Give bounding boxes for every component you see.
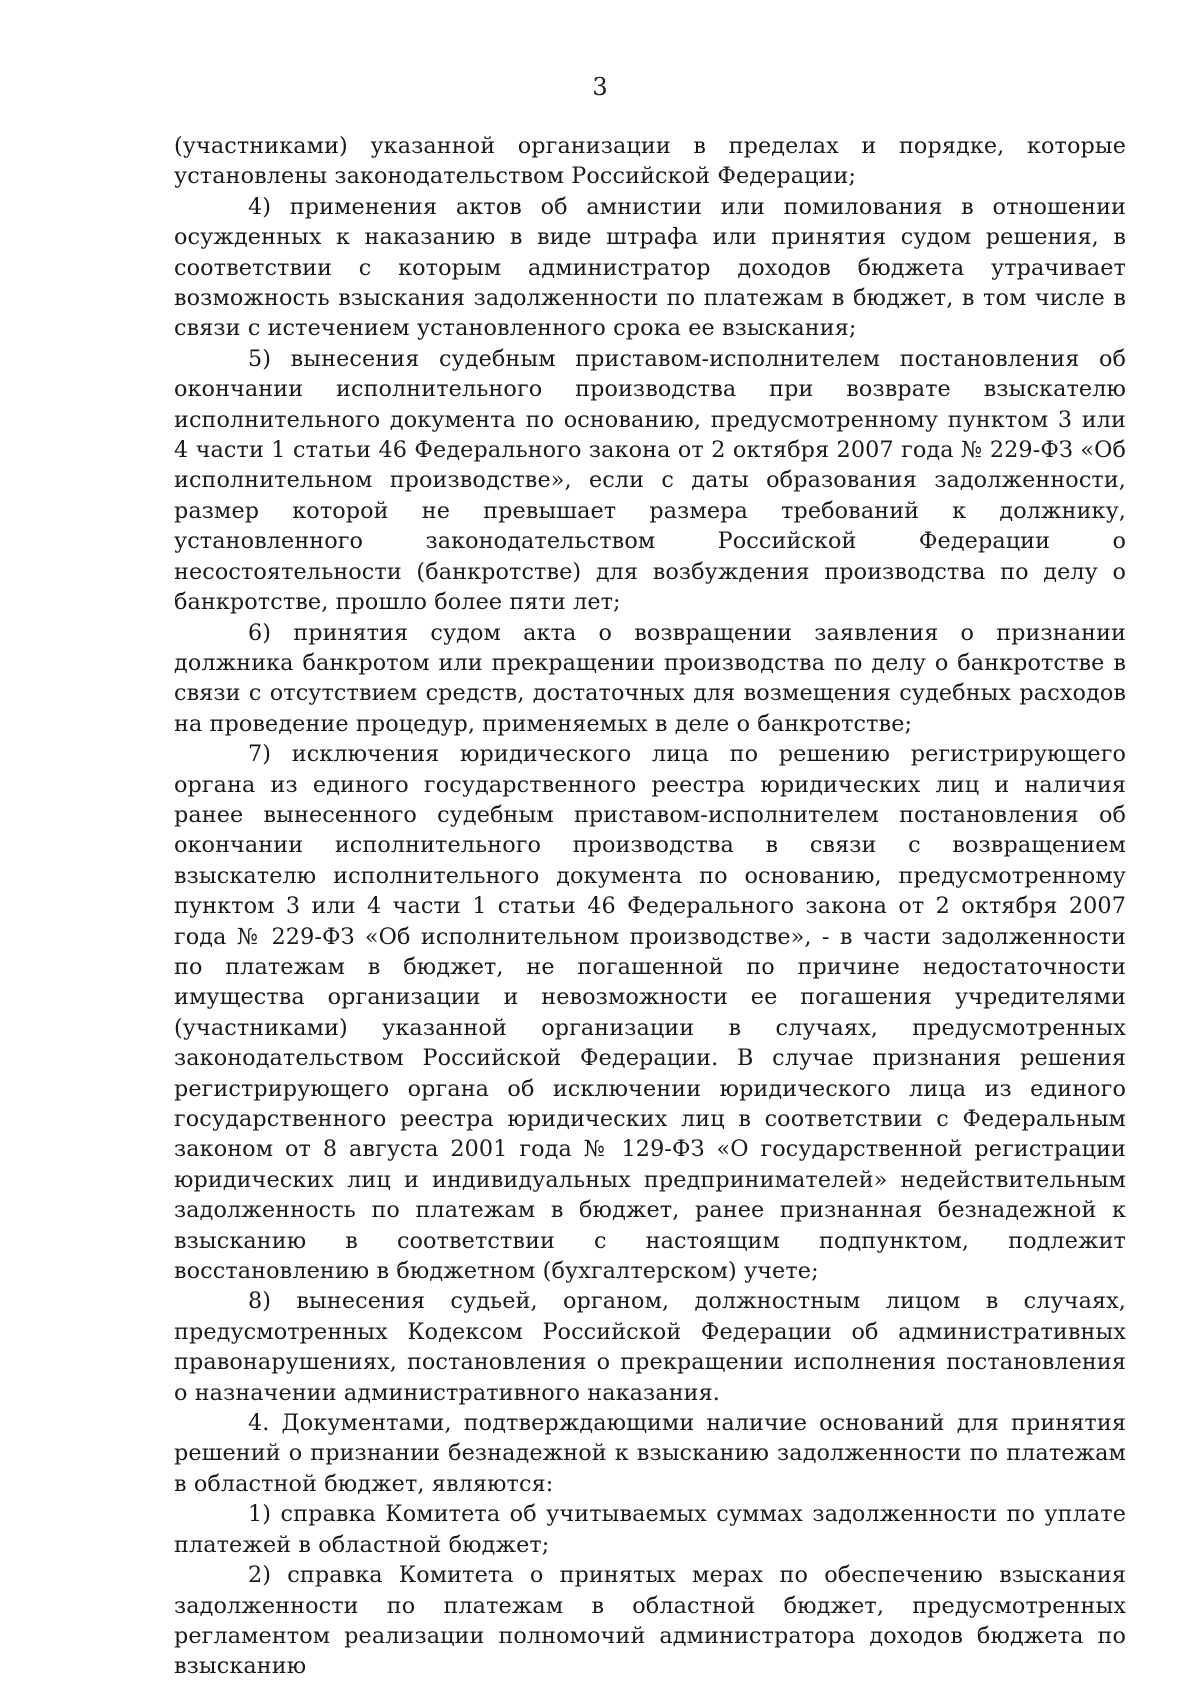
paragraph-item-6: 6) принятия судом акта о возвращении заявления о признании должника банкротом или прекращении производства по делу о банкротстве в связи с отсутствием средств, достаточных для возмещения судебных расходов на проведение процедур, применяемых в деле о банкротстве; — [174, 619, 1126, 737]
paragraph-item-7: 7) исключения юридического лица по решению регистрирующего органа из единого государственного реестра юридических лиц и наличия ранее вынесенного судебным приставом-исполнителем постановления об окончании исполнительного производства в связи с возвращением взыскателю исполнительного документа по основанию, предусмотренному пунктом 3 или 4 части 1 статьи 46 Федерального закона от 2 октября 2007 года № 229-ФЗ «Об исполнительном производстве», - в части задолженности по платежам в бюджет, не погашенной по причине недостаточности имущества организации и невозможности ее погашения учредителями (участниками) указанной организации в случаях, предусмотренных законодательством Российской Федерации. В случае признания решения регистрирующего органа об исключении юридического лица из единого государственного реестра юридических лиц в соответствии с Федеральным законом от 8 августа 2001 года № 129-ФЗ «О государственной регистрации юридических лиц и индивидуальных предпринимателей» недействительным задолженность по платежам в бюджет, ранее признанная безнадежной к взысканию в соответствии с настоящим подпунктом, подлежит восстановлению в бюджетном (бухгалтерском) учете; — [174, 741, 1126, 1285]
paragraph-item-5: 5) вынесения судебным приставом-исполнителем постановления об окончании исполнительного производства при возврате взыскателю исполнительного документа по основанию, предусмотренному пунктом 3 или 4 части 1 статьи 46 Федерального закона от 2 октября 2007 года № 229-ФЗ «Об исполнительном производстве», если с даты образования задолженности, размер которой не превышает размера требований к должнику, установленного законодательством Российской Федерации о несостоятельности (банкротстве) для возбуждения производства по делу о банкротстве, прошло более пяти лет; — [174, 345, 1126, 616]
paragraph-doc-item-1: 1) справка Комитета об учитываемых суммах задолженности по уплате платежей в областной бюджет; — [174, 1501, 1126, 1558]
paragraph-item-8: 8) вынесения судьей, органом, должностным лицом в случаях, предусмотренных Кодексом Российской Федерации об административных правонарушениях, постановления о прекращении исполнения постановления о назначении административного наказания. — [174, 1288, 1126, 1406]
document-body — [174, 131, 1126, 1682]
paragraph-section-4: 4. Документами, подтверждающими наличие оснований для принятия решений о признании безнадежной к взысканию задолженности по платежам в областной бюджет, являются: — [174, 1410, 1126, 1497]
page-number: 3 — [592, 73, 608, 101]
paragraph-doc-item-2: 2) справка Комитета о принятых мерах по обеспечению взыскания задолженности по платежам в областной бюджет, предусмотренных регламентом реализации полномочий администратора доходов бюджета по взысканию — [174, 1562, 1126, 1680]
paragraph-continuation: (участниками) указанной организации в пределах и порядке, которые установлены законодательством Российской Федерации; — [174, 133, 1126, 190]
paragraph-item-4: 4) применения актов об амнистии или помилования в отношении осужденных к наказанию в виде штрафа или принятия судом решения, в соответствии с которым администратор доходов бюджета утрачивает возможность взыскания задолженности по платежам в бюджет, в том числе в связи с истечением установленного срока ее взыскания; — [174, 193, 1126, 342]
